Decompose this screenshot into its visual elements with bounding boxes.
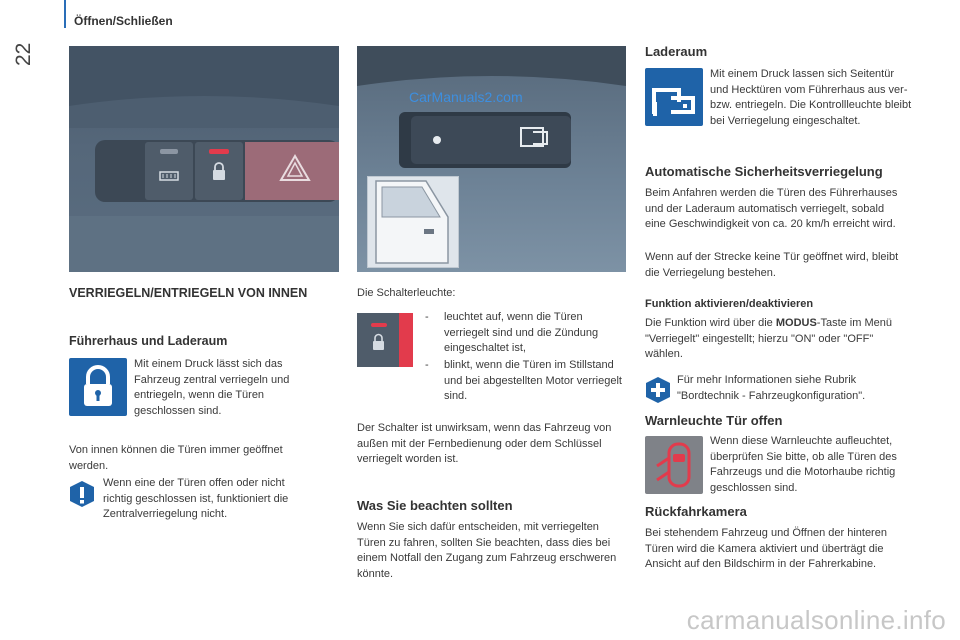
inside-open-text: Von innen können die Türen immer geöffnet werden. (69, 444, 283, 472)
camera-text: Bei stehendem Fahrzeug und Öffnen der hinteren Türen wird die Kamera aktiviert und überträgt die Ansicht auf den Bildschirm in der Fahrerkabine. (645, 527, 887, 570)
function-heading: Funktion aktivieren/deaktivieren (645, 298, 814, 310)
van-door-inset (367, 176, 459, 268)
lock-description: Mit einem Druck lässt sich das Fahrzeug zentral verriegeln und entriegeln, wenn die Türen geschlossen sind. (134, 358, 290, 417)
page-number: 22 (12, 42, 35, 66)
cargo-switch-photo (357, 46, 626, 272)
switch-light-intro: Die Schalterleuchte: (357, 287, 456, 299)
door-warning-heading: Warnleuchte Tür offen (645, 413, 783, 428)
auto-lock-text-2: Wenn auf der Strecke keine Tür geöffnet wird, bleibt die Verriegelung bestehen. (645, 251, 899, 279)
cargo-lock-icon (645, 68, 703, 126)
header-accent-bar (64, 0, 66, 28)
door-warning-text: Wenn diese Warnleuchte aufleuchtet, überprüfen Sie bitte, ob alle Türen des Fahrzeugs und die Motorhaube richtig geschlossen sind. (710, 435, 897, 494)
subheading-fuehrerhaus: Führerhaus und Laderaum (69, 334, 228, 348)
note-heading: Was Sie beachten sollten (357, 498, 513, 513)
function-text: Die Funktion wird über die MODUS-Taste im Menü "Verriegelt" eingestellt; hierzu "ON" oder "OFF" wählen. (645, 317, 892, 360)
photo-watermark: CarManuals2.com (409, 89, 523, 105)
laderaum-text: Mit einem Druck lassen sich Seitentür und Hecktüren vom Führerhaus aus ver- bzw. entriegeln. Die Kontrollleuchte bleibt bei Verriegelung eingeschaltet. (710, 68, 912, 127)
switch-panel-photo (69, 46, 339, 272)
lock-button-icon (69, 358, 127, 416)
auto-lock-text-1: Beim Anfahren werden die Türen des Führerhauses und der Laderaum automatisch verriegelt, sobald eine Geschwindigkeit von ca. 20 km/h erreicht wird. (645, 187, 898, 230)
warning-text: Wenn eine der Türen offen oder nicht richtig geschlossen ist, funktioniert die Zentralverriegelung nicht. (103, 477, 289, 520)
modus-key-label: MODUS (775, 317, 817, 329)
bullet-lit: - leuchtet auf, wenn die Türen verriegelt sind und die Zündung eingeschaltet ist, (425, 311, 599, 354)
laderaum-heading: Laderaum (645, 44, 708, 59)
bullet-dash: - (425, 359, 429, 371)
bullet-dash: - (425, 311, 429, 323)
main-heading: VERRIEGELN/ENTRIEGELN VON INNEN (69, 286, 308, 300)
auto-lock-heading: Automatische Sicherheitsverriegelung (645, 164, 883, 179)
indicator-dot-icon (433, 136, 441, 144)
note-text: Wenn Sie sich dafür entscheiden, mit verriegelten Türen zu fahren, sollten Sie beachten, dass dies bei einem Notfall den Zugang zum Fahrzeug erschweren könnte. (357, 521, 617, 580)
switch-inactive-text: Der Schalter ist unwirksam, wenn das Fahrzeug von außen mit der Fernbedienung oder dem Schlüssel verriegelt worden ist. (357, 422, 612, 465)
info-text: Für mehr Informationen siehe Rubrik "Bordtechnik - Fahrzeugkonfiguration". (677, 374, 866, 402)
warning-exclamation-icon (69, 480, 95, 508)
switch-light-thumbnail (357, 313, 413, 367)
info-plus-icon (645, 376, 671, 404)
section-title: Öffnen/Schließen (74, 14, 173, 28)
door-open-warning-icon (645, 436, 703, 494)
footer-watermark: carmanualsonline.info (686, 605, 946, 635)
camera-heading: Rückfahrkamera (645, 504, 747, 519)
bullet-blink: - blinkt, wenn die Türen im Stillstand und bei abgestellten Motor verriegelt sind. (425, 359, 622, 402)
